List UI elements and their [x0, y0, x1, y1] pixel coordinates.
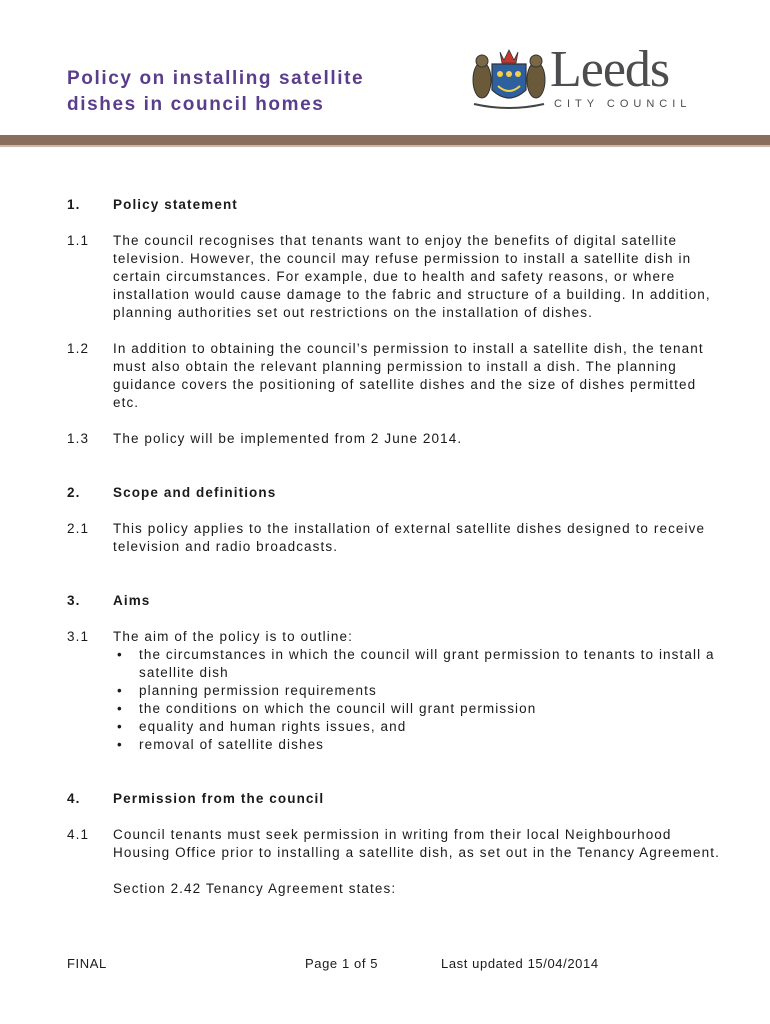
section-number: 3.	[67, 593, 81, 608]
paragraph-number: 2.1	[67, 521, 90, 536]
logo-subtitle: CITY COUNCIL	[554, 98, 692, 110]
section-title: Scope and definitions	[113, 485, 277, 500]
document-status: FINAL	[67, 956, 107, 971]
paragraph	[67, 340, 727, 412]
paragraph-text: The policy will be implemented from 2 June 2014.	[113, 431, 463, 446]
page-footer	[67, 956, 667, 974]
logo-wordmark: Leeds	[550, 41, 670, 98]
list-item: • the conditions on which the council will grant permission	[113, 700, 727, 718]
section-heading	[67, 790, 727, 808]
section-title: Aims	[113, 593, 151, 608]
paragraph-number: 1.2	[67, 341, 90, 356]
section-number: 4.	[67, 791, 81, 806]
paragraph	[67, 826, 727, 898]
list-item: • planning permission requirements	[113, 682, 727, 700]
section-heading	[67, 196, 727, 214]
section-title: Policy statement	[113, 197, 238, 212]
document-body	[67, 196, 727, 916]
header-rule-shadow	[0, 145, 770, 147]
section-heading	[67, 484, 727, 502]
paragraph-text: In addition to obtaining the council’s permission to install a satellite dish, the tenant must also obtain the relevant planning permission to install a dish. The planning guidance covers the positioning of satellite dishes and the size of dishes permitted etc.	[113, 341, 704, 410]
paragraph-number: 3.1	[67, 629, 90, 644]
coat-of-arms-icon	[470, 46, 548, 112]
paragraph-number: 1.3	[67, 431, 90, 446]
leeds-city-council-logo	[470, 41, 715, 116]
section-number: 1.	[67, 197, 81, 212]
paragraph	[67, 520, 727, 556]
document-title	[67, 66, 447, 118]
paragraph-text: Council tenants must seek permission in writing from their local Neighbourhood Housing Office prior to installing a satellite dish, as set out in the Tenancy Agreement.	[113, 827, 720, 860]
last-updated: Last updated 15/04/2014	[441, 956, 599, 971]
title-line-1: Policy on installing satellite	[67, 68, 365, 89]
paragraph-number: 1.1	[67, 233, 90, 248]
paragraph	[67, 430, 727, 448]
paragraph	[67, 628, 727, 754]
paragraph-number: 4.1	[67, 827, 90, 842]
paragraph-text: This policy applies to the installation of external satellite dishes designed to receive television and radio broadcasts.	[113, 521, 706, 554]
page-number: Page 1 of 5	[305, 956, 379, 971]
aims-list	[113, 646, 727, 754]
list-item: • the circumstances in which the council will grant permission to tenants to install a satellite dish	[113, 646, 727, 682]
section-heading	[67, 592, 727, 610]
paragraph-text: The aim of the policy is to outline:	[113, 629, 353, 644]
paragraph-text: The council recognises that tenants want to enjoy the benefits of digital satellite television. However, the council may refuse permission to install a satellite dish in certain circumstances. For example, due to health and safety reasons, or where installation would cause damage to the fabric and structure of a building. In addition, planning authorities set out restrictions on the installation of dishes.	[113, 233, 711, 320]
paragraph	[67, 232, 727, 322]
list-item: • equality and human rights issues, and	[113, 718, 727, 736]
list-item: • removal of satellite dishes	[113, 736, 727, 754]
title-line-2: dishes in council homes	[67, 94, 325, 115]
paragraph-text: Section 2.42 Tenancy Agreement states:	[113, 881, 397, 896]
section-number: 2.	[67, 485, 81, 500]
section-title: Permission from the council	[113, 791, 325, 806]
header-rule	[0, 135, 770, 145]
